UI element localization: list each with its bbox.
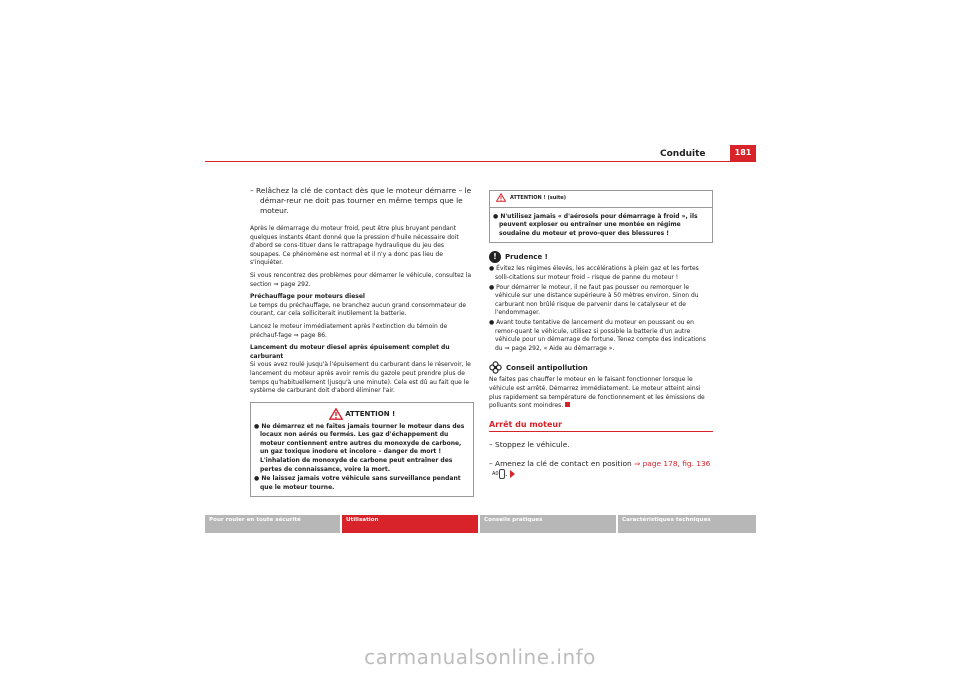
exclamation-circle-icon: ! xyxy=(489,251,501,263)
subheading-fuel-empty: Lancement du moteur diesel après épuisement complet du carburant xyxy=(250,344,450,360)
environment-title: Conseil antipollution xyxy=(506,363,588,372)
step-key-position: – Amenez la clé de contact en position ⇒ page 178, fig. 136 A0 . xyxy=(489,459,711,479)
warning-continued-title: ATTENTION ! (suite) xyxy=(510,195,567,201)
footer-tab-operation[interactable]: Utilisation xyxy=(342,515,478,533)
page-number: 181 xyxy=(730,145,756,161)
continue-arrow-icon xyxy=(510,470,515,478)
warning-triangle-icon xyxy=(496,193,506,202)
environment-text: Ne faites pas chauffer le moteur en le faisant fonctionner lorsque le véhicule est arrêté. Démarrez immédiatement. Le moteur atteint ainsi plus rapidement sa température de fonctionnement et les émissions de polluants sont moindres. xyxy=(489,376,705,410)
warning-title: ATTENTION ! xyxy=(345,409,396,418)
caution-title: Prudence ! xyxy=(505,253,548,262)
warning-body xyxy=(251,423,473,493)
paragraph-fuel-empty: Si vous avez roulé jusqu'à l'épuisement du carburant dans le réservoir, le lancement du moteur après avoir remis du gazole peut prendre plus de temps qu'habituellement (jusqu'à une minute). Cela est dû au fait que le système de carburant doit d'abord éliminer l'air. xyxy=(250,361,471,395)
page-reference-link[interactable]: ⇒ page 178, fig. 136 xyxy=(634,459,711,469)
warning-continued-body xyxy=(490,208,712,243)
paragraph-preheat: Le temps du préchauffage, ne branchez aucun grand consommateur de courant, car cela solliciterait inutilement la batterie. xyxy=(250,301,467,318)
paragraph-start-problems: Si vous rencontrez des problèmes pour démarrer le véhicule, consultez la section ⇒ page 292. xyxy=(250,271,472,288)
warning-continued-box xyxy=(489,190,713,243)
footer-tab-tips[interactable]: Conseils pratiques xyxy=(480,515,616,533)
caution-bullet: ● Pour démarrer le moteur, il ne faut pas pousser ou remorquer le véhicule sur une distance supérieure à 50 mètres environ. Sinon du carburant non brûlé risque de parvenir dans le catalyseur et de l'endommager. xyxy=(489,283,699,317)
section-end-marker xyxy=(565,402,570,407)
right-column xyxy=(489,190,713,488)
paragraph-cold-start: Après le démarrage du moteur froid, peut être plus bruyant pendant quelques instants étant donné que la pression d'huile nécessaire doit d'abord se cons-tituer dans le rattrapage hydraulique du jeu des soupapes. Ce phénomène est normal et il n'y a donc pas lieu de s'inquiéter. xyxy=(250,225,459,267)
step-release-key: – Relâchez la clé de contact dès que le moteur démarre – le démar-reur ne doit pas tourner en même temps que le moteur. xyxy=(250,186,472,215)
caution-bullet: ● Évitez les régimes élevés, les accélérations à plein gaz et les fortes solli-citations sur moteur froid – risque de panne du moteur ! xyxy=(489,265,699,281)
warning-box xyxy=(250,402,474,498)
environment-header xyxy=(489,361,713,374)
watermark: carmanualsonline.info xyxy=(364,645,596,669)
section-title-engine-stop: Arrêt du moteur xyxy=(489,421,713,433)
warning-triangle-icon xyxy=(329,408,343,420)
warning-bullet: ● N'utilisez jamais « d'aérosols pour démarrage à froid », ils peuvent exploser ou entraîner une montée en régime soudaine du moteur et provo-quer des blessures ! xyxy=(493,212,698,237)
header-rule xyxy=(205,161,756,162)
page-header-title: Conduite xyxy=(660,149,706,159)
paragraph-preheat-lamp: Lancez le moteur immédiatement après l'extinction du témoin de préchauf-fage ⇒ page 86. xyxy=(250,322,448,339)
footer-tab-specs[interactable]: Caractéristiques techniques xyxy=(618,515,756,533)
warning-bullet: ● Ne démarrez et ne faites jamais tourner le moteur dans des locaux non aérés ou fermés. Les gaz d'échappement du moteur contiennent entre autres du monoxyde de carbone, un gaz toxique inodore et incolore – danger de mort ! L'inhalation de monoxyde de carbone peut entraîner des pertes de connaissance, voire la mort. xyxy=(254,422,465,473)
warning-header xyxy=(251,403,473,423)
caution-bullet: ● Avant toute tentative de lancement du moteur en poussant ou en remor-quant le véhicule, utilisez si possible la batterie d'un autre véhicule pour un démarrage de fortune. Tenez compte des indications du ⇒ page 292, « Aide au démarrage ». xyxy=(489,318,706,352)
warning-bullet: ● Ne laissez jamais votre véhicule sans surveillance pendant que le moteur tourne. xyxy=(254,475,461,491)
key-position-badge: A0 xyxy=(499,469,505,479)
caution-header xyxy=(489,251,713,263)
warning-continued-header xyxy=(490,191,712,208)
flower-icon xyxy=(489,361,502,374)
left-column xyxy=(250,186,474,497)
footer-tab-safety[interactable]: Pour rouler en toute sécurité xyxy=(205,515,340,533)
subheading-preheat: Préchauffage pour moteurs diesel xyxy=(250,293,365,301)
step-stop-vehicle: – Stoppez le véhicule. xyxy=(489,440,570,450)
